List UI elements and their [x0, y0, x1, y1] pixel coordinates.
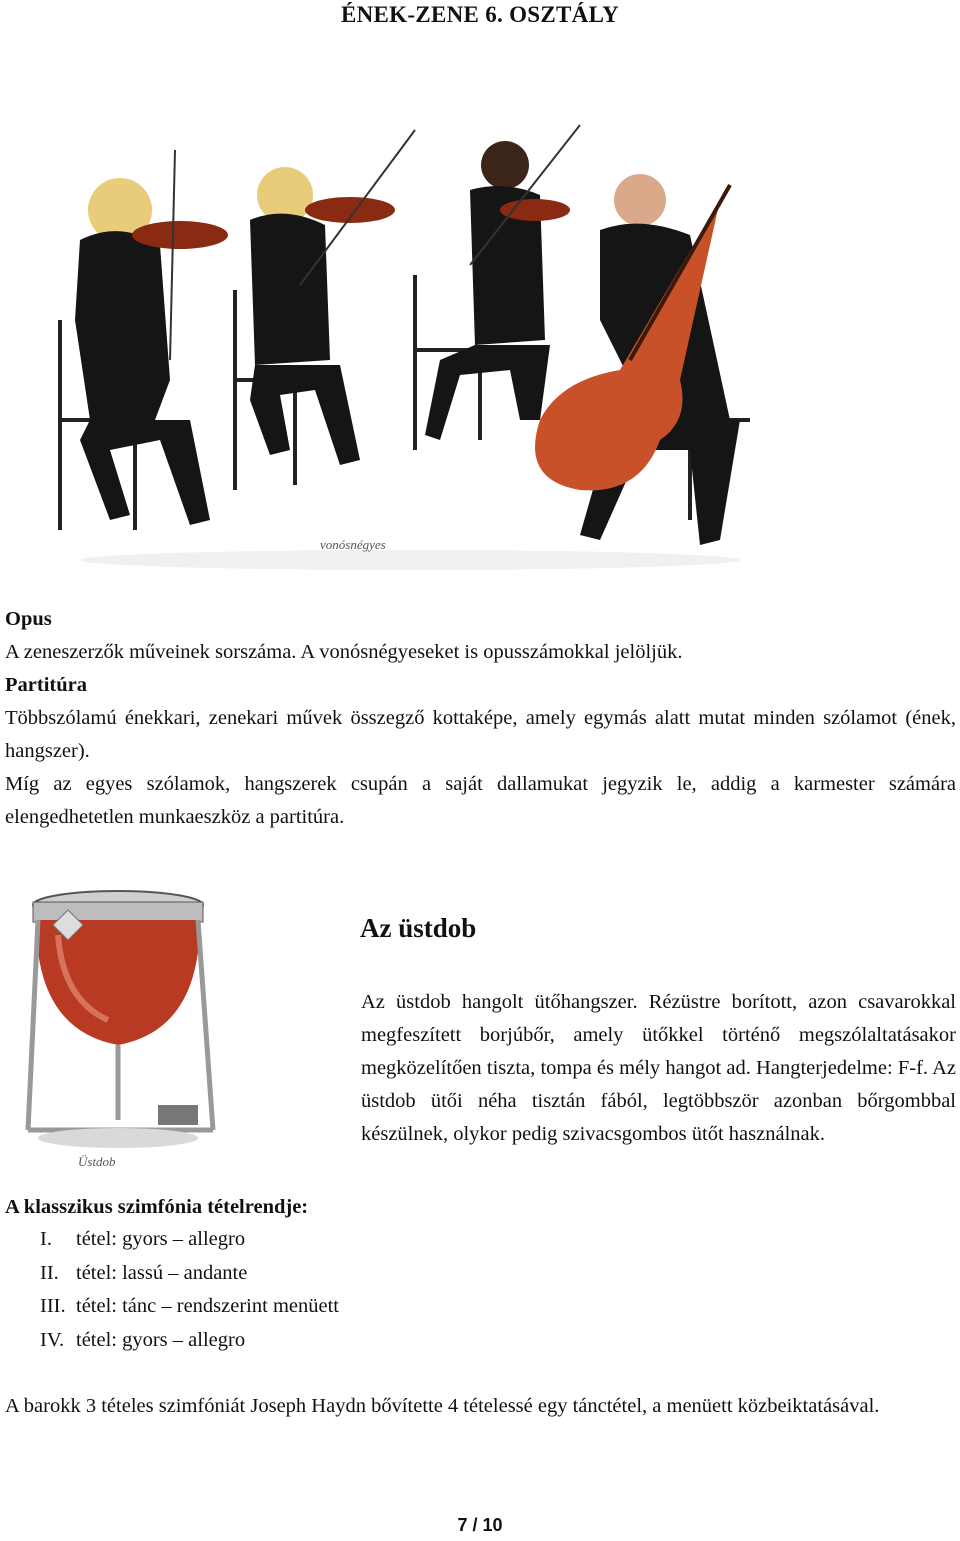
- ustdob-heading: Az üstdob: [360, 913, 477, 943]
- symphony-heading: A klasszikus szimfónia tételrendje:: [5, 1196, 309, 1218]
- list-item: III. tétel: tánc – rendszerint menüett: [40, 1295, 339, 1317]
- page-number: 7 / 10: [457, 1515, 503, 1535]
- partitura-heading: Partitúra: [5, 674, 87, 696]
- symphony-list: [40, 1223, 440, 1357]
- photo-caption: vonósnégyes: [320, 537, 386, 552]
- timpani-image: [8, 880, 223, 1180]
- list-item: I. tétel: gyors – allegro: [40, 1228, 246, 1250]
- page-title: ÉNEK-ZENE 6. OSZTÁLY: [340, 2, 620, 27]
- string-quartet-photo: [40, 120, 780, 580]
- partitura-text-1: Többszólamú énekkari, zenekari művek összegző kottaképe, amely egymás alatt mutat minden szólamot (ének, hangszer).: [5, 707, 956, 762]
- ustdob-text: Az üstdob hangolt ütőhangszer. Rézüstre borított, azon csavarokkal megfeszített borjúbőr, amely ütőkkel történő megszólaltatásakor megközelítően tiszta, tompa és mély hangot ad. Hangterjedelme: F-f. Az üstdob ütői néha tisztán fából, legtöbbször azonban bőrgombbal készülnek, olykor pedig szivacsgombos ütőt használnak.: [361, 991, 956, 1145]
- list-item: II. tétel: lassú – andante: [40, 1261, 248, 1284]
- list-item: IV. tétel: gyors – allegro: [40, 1328, 246, 1351]
- timpani-caption: Üstdob: [78, 1154, 116, 1169]
- partitura-text-2: Míg az egyes szólamok, hangszerek csupán a saját dallamukat jegyzik le, addig a karmester számára elengedhetetlen munkaeszköz a partitúra.: [5, 773, 956, 828]
- opus-heading: Opus: [5, 608, 52, 630]
- opus-text: A zeneszerzők műveinek sorszáma. A vonósnégyeseket is opusszámokkal jelöljük.: [5, 641, 683, 663]
- closing-text: A barokk 3 tételes szimfóniát Joseph Haydn bővítette 4 tételessé egy tánctétel, a menüett közbeiktatásával.: [5, 1395, 880, 1417]
